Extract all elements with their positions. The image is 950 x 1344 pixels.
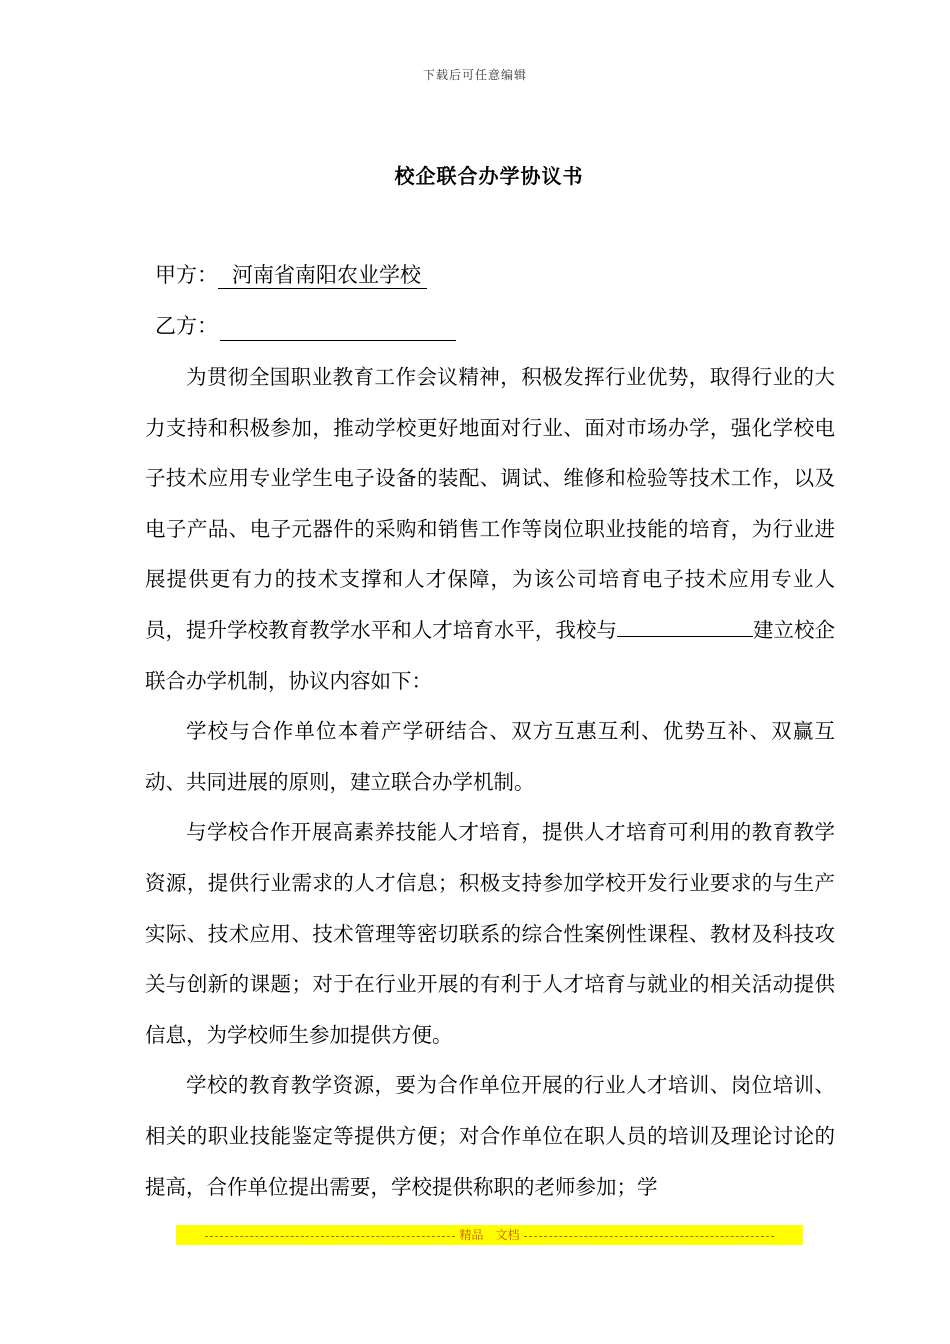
footer-dash-right xyxy=(524,1236,774,1237)
partner-name-blank xyxy=(617,616,753,637)
party-b-line xyxy=(155,311,456,341)
header-note: 下载后可任意编辑 xyxy=(422,68,527,82)
party-a-value: 河南省南阳农业学校 xyxy=(218,262,427,289)
paragraph-1 xyxy=(145,352,835,706)
paragraph-4: 学校的教育教学资源，要为合作单位开展的行业人才培训、岗位培训、相关的职业技能鉴定等提供方便；对合作单位在职人员的培训及理论讨论的提高，合作单位提出需要，学校提供称职的老师参加；学 xyxy=(145,1073,835,1199)
paragraph-2: 学校与合作单位本着产学研结合、双方互惠互利、优势互补、双赢互动、共同进展的原则，建立联合办学机制。 xyxy=(145,719,835,794)
document-title: 校企联合办学协议书 xyxy=(394,164,584,188)
paragraph-1-text: 为贯彻全国职业教育工作会议精神，积极发挥行业优势，取得行业的大力支持和积极参加，推动学校更好地面对行业、面对市场办学，强化学校电子技术应用专业学生电子设备的装配、调试、维修和检验等技术工作，以及电子产品、电子元器件的采购和销售工作等岗位职业技能的培育，为行业进展提供更有力的技术支撑和人才保障，为该公司培育电子技术应用专业人员，提升学校教育教学水平和人才培育水平，我校与 xyxy=(145,365,835,642)
footer-banner xyxy=(176,1225,803,1245)
footer-label: 精品 文档 xyxy=(459,1228,520,1242)
paragraph-1-text-end: 建立校企联合办学机制，协议内容如下： xyxy=(145,617,836,693)
paragraph-3: 与学校合作开展高素养技能人才培育，提供人才培育可利用的教育教学资源，提供行业需求的人才信息；积极支持参加学校开发行业要求的与生产实际、技术应用、技术管理等密切联系的综合性案例性课程、教材及科技攻关与创新的课题；对于在行业开展的有利于人才培育与就业的相关活动提供信息，为学校师生参加提供方便。 xyxy=(145,820,835,1047)
party-a-line xyxy=(155,260,427,290)
footer-dash-left xyxy=(205,1236,455,1237)
party-b-label: 乙方： xyxy=(155,314,218,338)
party-b-blank xyxy=(220,316,456,341)
agreement-body xyxy=(145,352,835,1212)
party-a-label: 甲方： xyxy=(155,263,218,287)
